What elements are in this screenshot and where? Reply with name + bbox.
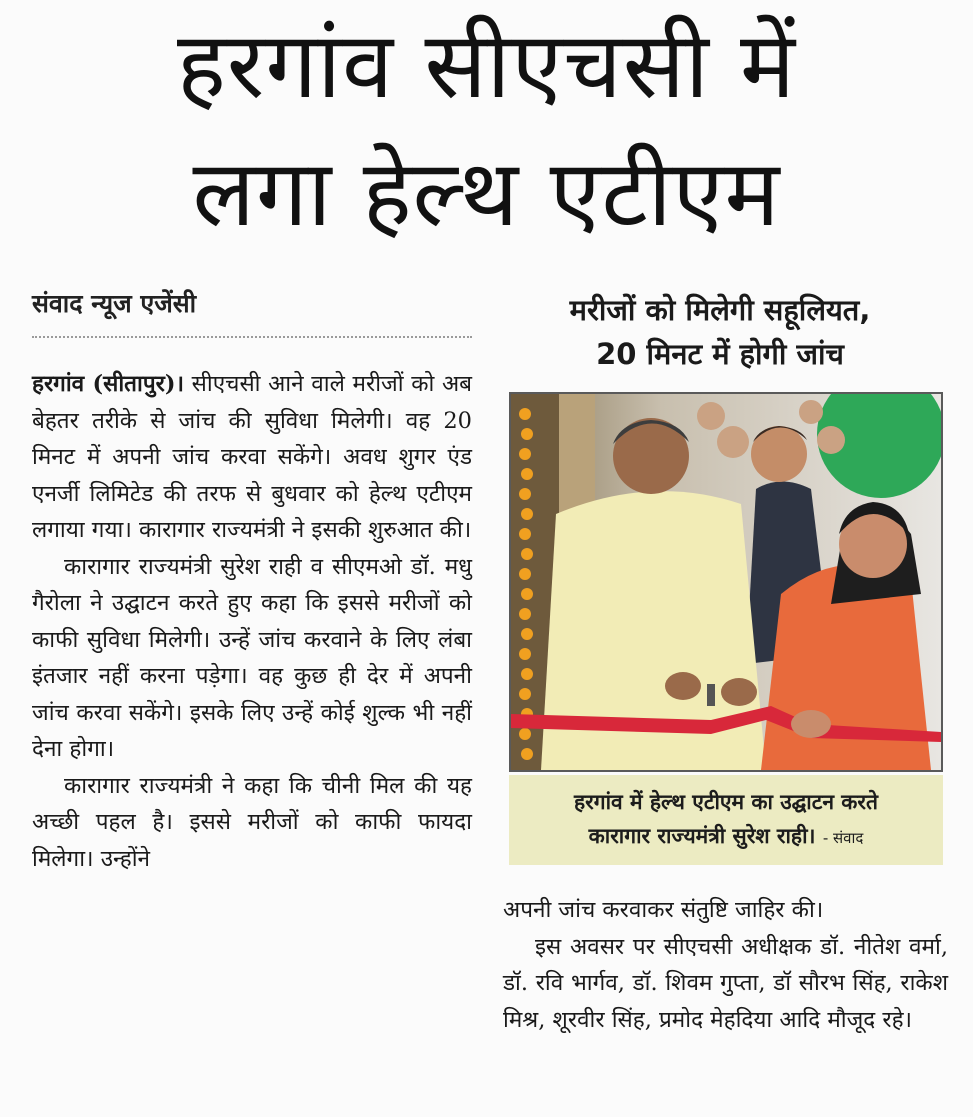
caption-line-2-text: कारागार राज्यमंत्री सुरेश राही। — [588, 824, 816, 848]
article-column-right — [503, 892, 948, 1038]
caption-line-1: हरगांव में हेल्थ एटीएम का उद्घाटन करते — [574, 790, 878, 814]
headline-line-1: हरगांव सीएचसी में — [176, 12, 797, 119]
paragraph-1-text: सीएचसी आने वाले मरीजों को अब बेहतर तरीके से जांच की सुविधा मिलेगी। वह 20 मिनट में अपनी जांच करवा सकेंगे। अवध शुगर एंड एनर्जी लिमिटेड की तरफ से बुधवार को हेल्थ एटीएम लगाया गया। कारागार राज्यमंत्री ने इसकी शुरुआत की। — [32, 371, 473, 543]
subheadline — [500, 288, 940, 376]
article-column-left — [32, 366, 472, 877]
photo-caption — [509, 775, 943, 865]
byline-divider — [32, 336, 472, 338]
inauguration-photo-illustration — [511, 394, 941, 770]
paragraph-2: कारागार राज्यमंत्री सुरेश राही व सीएमओ डॉ. मधु गैरोला ने उद्घाटन करते हुए कहा कि इससे मरीजों को काफी सुविधा मिलेगी। उन्हें जांच करवाने के लिए लंबा इंतजार नहीं करना पड़ेगा। वह कुछ ही देर में अपनी जांच करवा सकेंगे। इसके लिए उन्हें कोई शुल्क भी नहीं देना होगा। — [32, 553, 472, 762]
news-photo — [509, 392, 943, 772]
dateline: हरगांव (सीतापुर)। — [32, 371, 184, 397]
right-paragraph-1: अपनी जांच करवाकर संतुष्टि जाहिर की। — [503, 897, 824, 923]
caption-line-2 — [509, 819, 943, 855]
headline-line-2: लगा हेल्थ एटीएम — [192, 140, 781, 247]
photo-credit: - संवाद — [822, 829, 864, 847]
paragraph-1 — [32, 366, 472, 549]
byline: संवाद न्यूज एजेंसी — [32, 289, 197, 318]
right-paragraph-2: इस अवसर पर सीएचसी अधीक्षक डॉ. नीतेश वर्मा, डॉ. रवि भार्गव, डॉ. शिवम गुप्ता, डॉ सौरभ सिंह, राकेश मिश्र, शूरवीर सिंह, प्रमोद मेहदिया आदि मौजूद रहे। — [503, 933, 948, 1033]
subheadline-line-1: मरीजों को मिलेगी सहूलियत, — [569, 293, 871, 327]
paragraph-3: कारागार राज्यमंत्री ने कहा कि चीनी मिल की यह अच्छी पहल है। इससे मरीजों को काफी फायदा मिलेगा। उन्होंने — [32, 772, 472, 872]
subheadline-line-2: 20 मिनट में होगी जांच — [596, 337, 844, 371]
